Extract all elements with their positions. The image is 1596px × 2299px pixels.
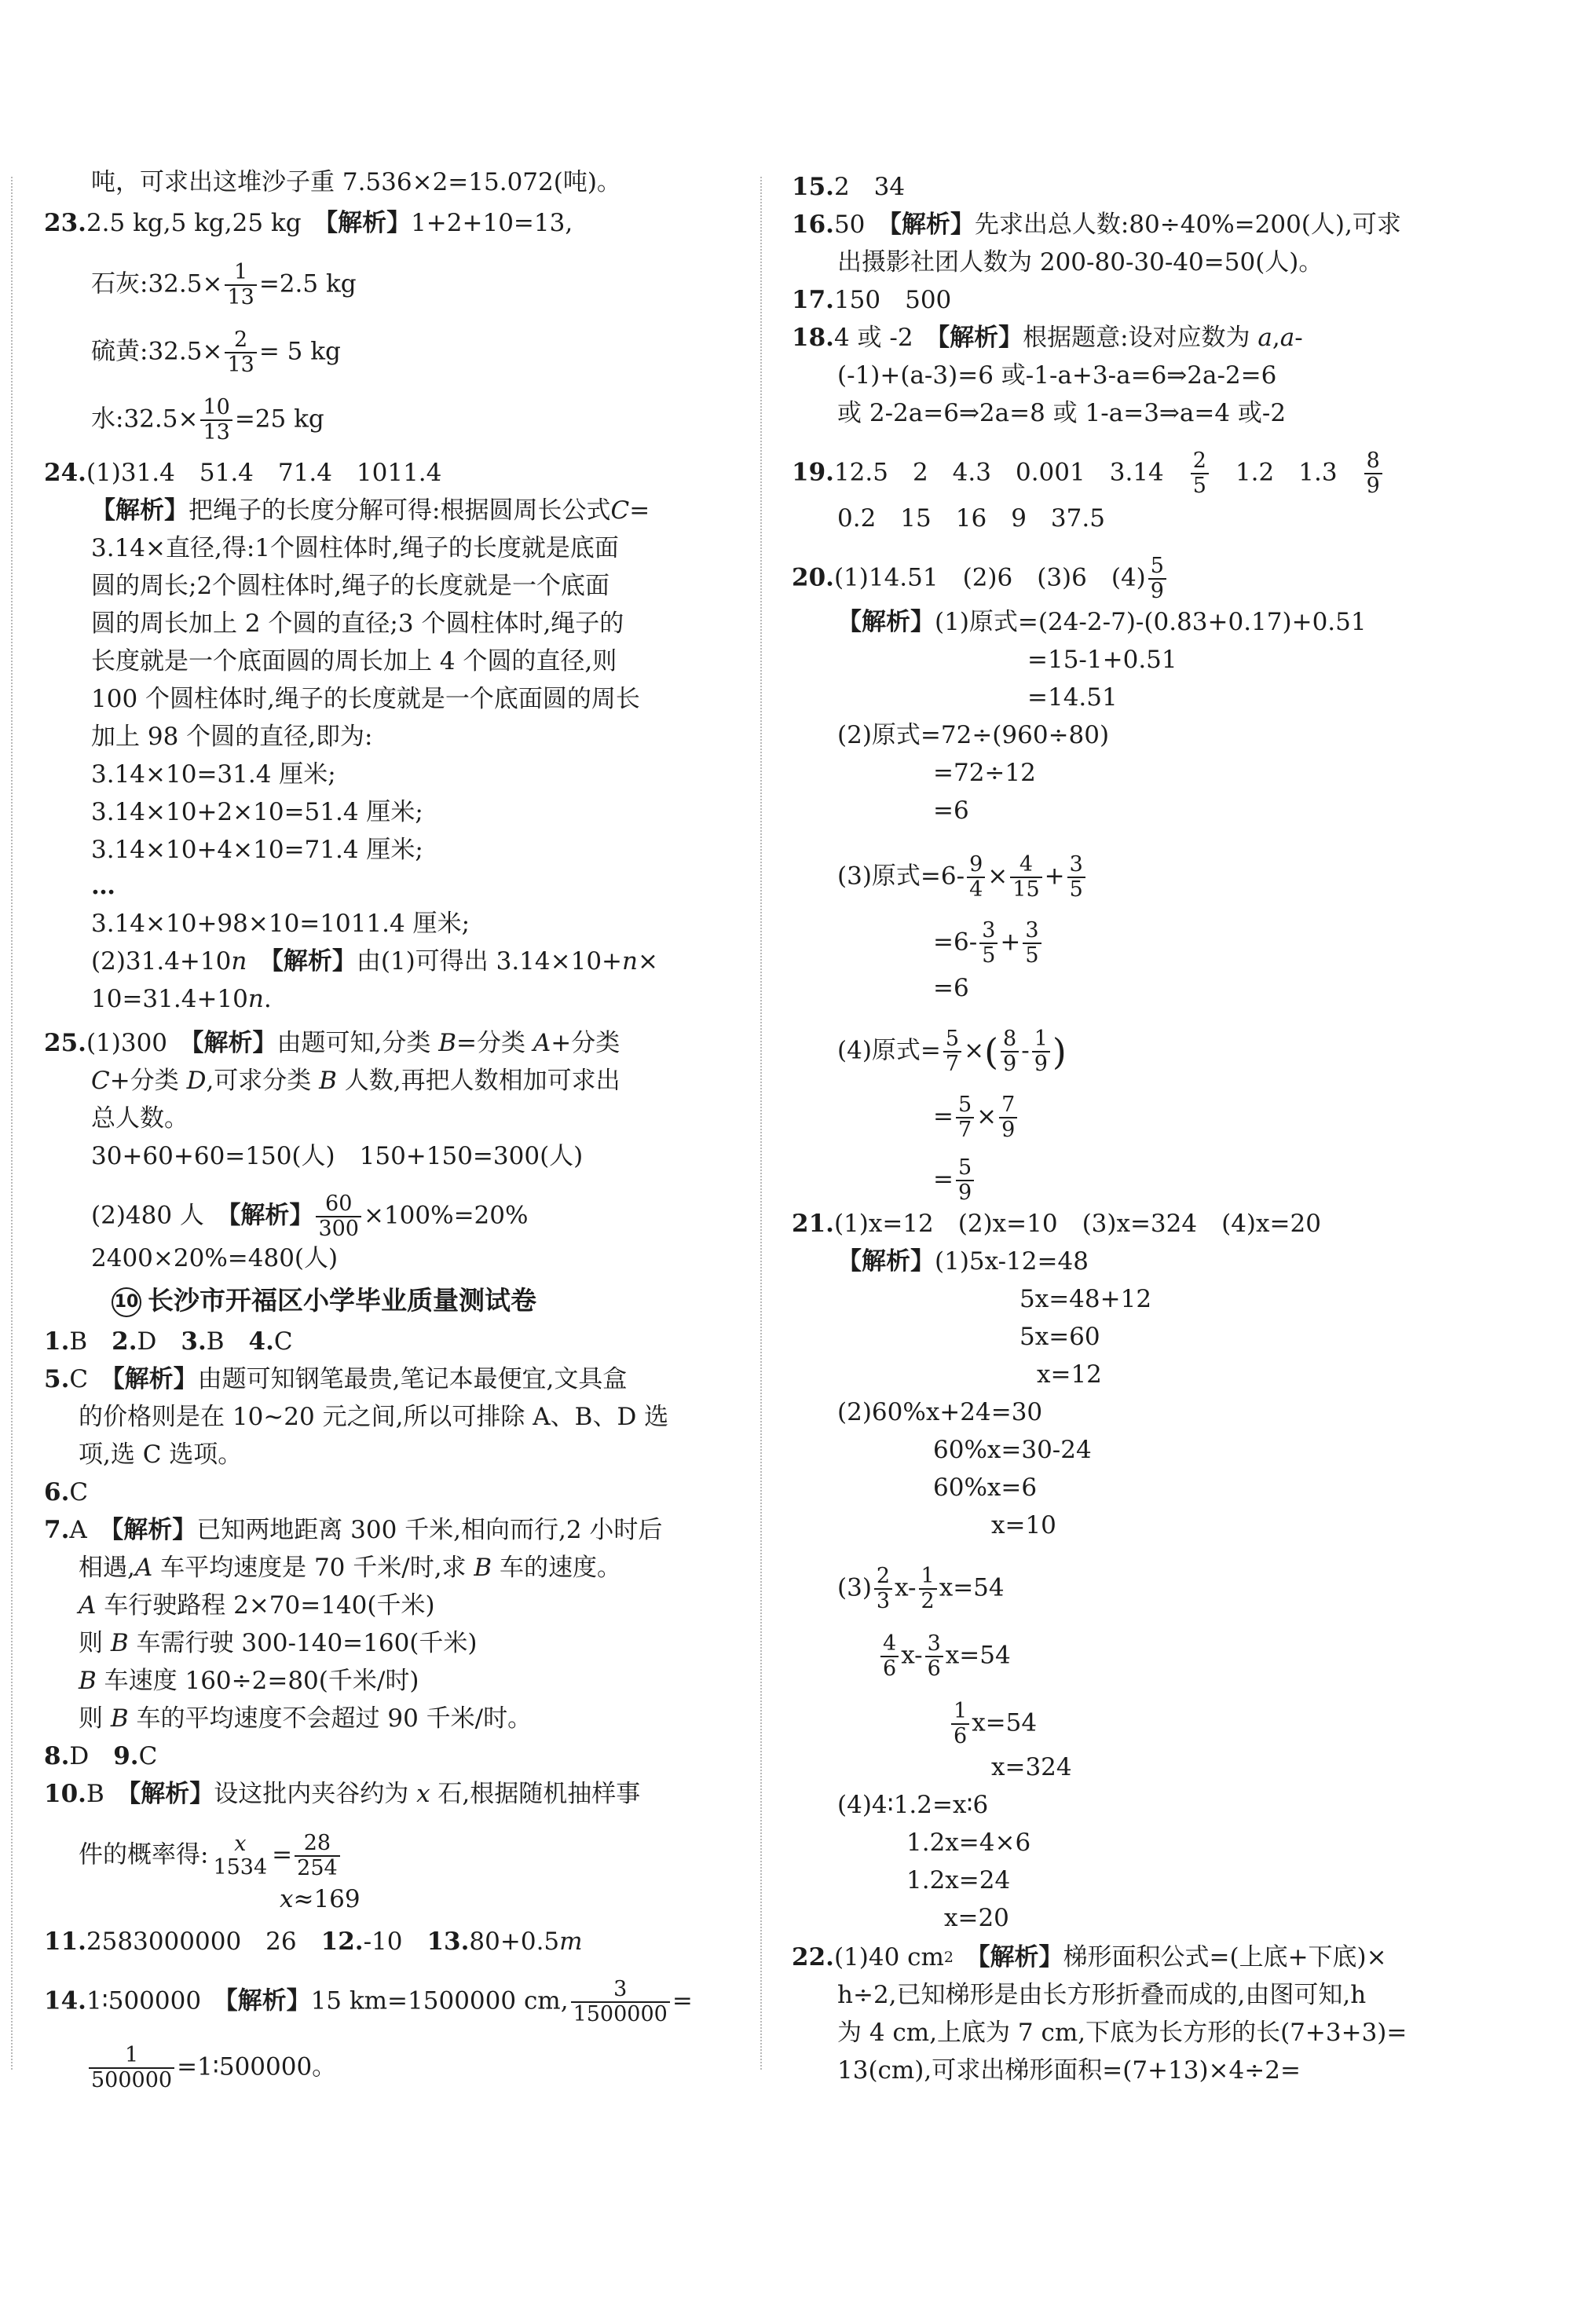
text-line: 3.14×直径,得:1个圆柱体时,绳子的长度就是底面 xyxy=(91,534,619,562)
text-line: 1.2x=24 xyxy=(906,1866,1011,1894)
text-line: 5x=60 xyxy=(1019,1323,1100,1351)
text-line: h÷2,已知梯形是由长方形折叠而成的,由图可知,h xyxy=(837,1981,1367,2009)
fraction: $\frac{1}{9}$ xyxy=(1032,1027,1050,1076)
text-line: 加上 98 个圆的直径,即为: xyxy=(91,723,373,751)
text-line: 的价格则是在 10~20 元之间,所以可排除 A、B、D 选 xyxy=(79,1403,669,1431)
text-line: 5x=48+12 xyxy=(1019,1285,1152,1313)
question-10: 10.B 【解析】设这批内夹谷约为 x 石,根据随机抽样事 xyxy=(44,1780,641,1808)
question-19: 19.12.5 2 4.3 0.001 3.14 $\frac{2}{5}$ 1.2 1.3 $\frac{8}{9}$ xyxy=(792,449,1385,498)
text-line: A 车行驶路程 2×70=140(千米) xyxy=(79,1591,435,1620)
text-line: 2400×20%=480(人) xyxy=(91,1244,339,1272)
question-7: 7.A 【解析】已知两地距离 300 千米,相向而行,2 小时后 xyxy=(44,1516,663,1544)
question-18: 18.4 或 -2 【解析】根据题意:设对应数为 a,a- xyxy=(792,324,1303,352)
text-line: 吨，可求出这堆沙子重 7.536×2=15.072(吨)。 xyxy=(91,168,621,196)
text-line: 长度就是一个底面圆的周长加上 4 个圆的直径,则 xyxy=(91,647,617,675)
text-line: =6 xyxy=(933,796,969,825)
text-line: (2)480 人 【解析】 $\frac{60}{300}$ ×100%=20% xyxy=(91,1192,529,1241)
text-line: 3.14×10=31.4 厘米; xyxy=(91,760,336,789)
fraction: $\frac{3}{5}$ xyxy=(1023,919,1041,968)
question-24: 24.(1)31.4 51.4 71.4 1011.4 xyxy=(44,459,442,487)
fraction: $\frac{3}{5}$ xyxy=(1067,853,1085,902)
text-line: (2)31.4+10n 【解析】由(1)可得出 3.14×10+n× xyxy=(91,947,658,976)
fraction: $\frac{60}{300}$ xyxy=(316,1192,361,1241)
text-line: 【解析】(1)5x-12=48 xyxy=(837,1247,1089,1276)
fraction: $\frac{10}{13}$ xyxy=(200,396,232,445)
text-line: 石灰:32.5× $\frac{1}{13}$ =2.5 kg xyxy=(91,260,357,309)
text-line: =6 xyxy=(933,974,969,1002)
section-number-badge: 10 xyxy=(112,1287,141,1317)
question-20: 20.(1)14.51 (2)6 (3)6 (4) $\frac{5}{9}$ xyxy=(792,555,1169,603)
question-16: 16.50 【解析】先求出总人数:80÷40%=200(人),可求 xyxy=(792,210,1401,239)
question-14: 14.1∶500000 【解析】15 km=1500000 cm, $\frac{3}{1500000}$ = xyxy=(44,1977,693,2026)
fraction: $\frac{5}{7}$ xyxy=(956,1093,974,1142)
fraction: $\frac{2}{3}$ xyxy=(874,1565,892,1613)
text-line: 圆的周长加上 2 个圆的直径;3 个圆柱体时,绳子的 xyxy=(91,610,624,638)
text-line: x=10 xyxy=(991,1511,1056,1539)
question-17: 17.150 500 xyxy=(792,286,952,314)
text-line: =15-1+0.51 xyxy=(1027,646,1177,674)
text-line: (2)60%x+24=30 xyxy=(837,1398,1043,1426)
text-line: x≈169 xyxy=(280,1885,361,1913)
text-line: (3)原式=6- $\frac{9}{4}$ × $\frac{4}{15}$ + $\frac{3}{5}$ xyxy=(837,853,1088,902)
text-line: 项,选 C 选项。 xyxy=(79,1441,243,1469)
text-line: 件的概率得: x 1534 = $\frac{28}{254}$ xyxy=(79,1832,342,1880)
column-divider xyxy=(760,177,762,2070)
text-line: 相遇,A 车平均速度是 70 千米/时,求 B 车的速度。 xyxy=(79,1554,622,1582)
paren-close: ) xyxy=(1052,1031,1067,1073)
text-line: 硫黄:32.5× $\frac{2}{13}$ = 5 kg xyxy=(91,328,341,377)
fraction: $\frac{8}{9}$ xyxy=(1001,1027,1019,1076)
text-line: = $\frac{5}{9}$ xyxy=(933,1156,976,1205)
text-line: (4)4∶1.2=x∶6 xyxy=(837,1791,989,1819)
question-15: 15.2 34 xyxy=(792,173,906,201)
left-margin-dotted-line xyxy=(11,177,13,2070)
text-line: $\frac{4}{6}$ x- $\frac{3}{6}$ x=54 xyxy=(878,1632,1011,1681)
text-line: 100 个圆柱体时,绳子的长度就是一个底面圆的周长 xyxy=(91,685,640,713)
question-25: 25.(1)300 【解析】由题可知,分类 B=分类 A+分类 xyxy=(44,1029,620,1057)
fraction: $\frac{3}{1500000}$ xyxy=(571,1978,670,2026)
text-line: 3.14×10+98×10=1011.4 厘米; xyxy=(91,910,470,938)
text-line: =14.51 xyxy=(1027,683,1118,712)
questions-1-4: 1.B 2.D 3.B 4.C xyxy=(44,1327,293,1356)
question-21: 21.(1)x=12 (2)x=10 (3)x=324 (4)x=20 xyxy=(792,1210,1321,1238)
text-line: 则 B 车需行驶 300-140=160(千米) xyxy=(79,1629,478,1657)
text-line: = $\frac{5}{7}$ × $\frac{7}{9}$ xyxy=(933,1093,1019,1142)
text-line: 0.2 15 16 9 37.5 xyxy=(837,504,1105,533)
text-line: 总人数。 xyxy=(91,1104,189,1133)
question-23: 23.2.5 kg,5 kg,25 kg 【解析】1+2+10=13, xyxy=(44,209,573,237)
fraction: $\frac{7}{9}$ xyxy=(999,1093,1017,1142)
fraction: $\frac{2}{13}$ xyxy=(225,328,256,377)
fraction: $\frac{28}{254}$ xyxy=(295,1832,340,1880)
fraction: $\frac{9}{4}$ xyxy=(967,853,985,902)
fraction: $\frac{3}{6}$ xyxy=(925,1632,943,1681)
text-line: $\frac{1}{500000}$ =1∶500000。 xyxy=(86,2044,336,2092)
fraction: x 1534 xyxy=(213,1832,268,1880)
question-22: 22.(1)40 $cm^2$ 【解析】梯形面积公式=(上底+下底)× xyxy=(792,1943,1387,1971)
fraction: $\frac{8}{9}$ xyxy=(1364,449,1382,498)
text-line: 13(cm),可求出梯形面积=(7+13)×4÷2= xyxy=(837,2056,1301,2085)
fraction: $\frac{1}{13}$ xyxy=(225,261,256,309)
text-line: 或 2-2a=6⇒2a=8 或 1-a=3⇒a=4 或-2 xyxy=(837,399,1287,427)
text-line: 1.2x=4×6 xyxy=(906,1829,1031,1857)
fraction: $\frac{2}{5}$ xyxy=(1191,449,1209,498)
text-line: C+分类 D,可求分类 B 人数,再把人数相加可求出 xyxy=(91,1067,620,1095)
text-line: (2)原式=72÷(960÷80) xyxy=(837,721,1110,749)
text-line: 【解析】(1)原式=(24-2-7)-(0.83+0.17)+0.51 xyxy=(837,608,1367,636)
questions-11-13: 11.2583000000 26 12.-10 13.80+0.5m xyxy=(44,1927,583,1956)
question-6: 6.C xyxy=(44,1478,89,1506)
text-line: x=324 xyxy=(991,1753,1072,1781)
text-line: … xyxy=(91,872,115,900)
section-title: 10 长沙市开福区小学毕业质量测试卷 xyxy=(112,1285,536,1317)
text-line: =72÷12 xyxy=(933,759,1036,787)
text-line: 10=31.4+10n. xyxy=(91,985,272,1013)
text-line: x=20 xyxy=(944,1904,1009,1932)
text-line: $\frac{1}{6}$ x=54 xyxy=(949,1700,1037,1748)
text-line: =6- $\frac{3}{5}$ + $\frac{3}{5}$ xyxy=(933,919,1044,968)
text-line: 出摄影社团人数为 200-80-30-40=50(人)。 xyxy=(837,248,1323,276)
fraction: $\frac{1}{2}$ xyxy=(919,1565,937,1613)
fraction: $\frac{4}{15}$ xyxy=(1010,853,1041,902)
text-line: x=12 xyxy=(1037,1360,1102,1389)
text-line: 水:32.5× $\frac{10}{13}$ =25 kg xyxy=(91,395,324,445)
text-line: 3.14×10+4×10=71.4 厘米; xyxy=(91,836,423,864)
fraction: $\frac{1}{500000}$ xyxy=(89,2044,174,2092)
text-line: 3.14×10+2×10=51.4 厘米; xyxy=(91,798,423,826)
fraction: $\frac{4}{6}$ xyxy=(880,1632,899,1681)
text-line: 30+60+60=150(人) 150+150=300(人) xyxy=(91,1142,584,1170)
text-line: 【解析】把绳子的长度分解可得:根据圆周长公式C= xyxy=(91,496,650,525)
text-line: B 车速度 160÷2=80(千米/时) xyxy=(79,1667,419,1695)
fraction: $\frac{5}{7}$ xyxy=(943,1027,961,1076)
fraction: $\frac{3}{5}$ xyxy=(979,919,998,968)
text-line: (-1)+(a-3)=6 或-1-a+3-a=6⇒2a-2=6 xyxy=(837,361,1277,390)
fraction: $\frac{5}{9}$ xyxy=(1148,555,1166,603)
questions-8-9: 8.D 9.C xyxy=(44,1742,158,1770)
text-line: 圆的周长;2个圆柱体时,绳子的长度就是一个底面 xyxy=(91,572,610,600)
text-line: (3) $\frac{2}{3}$ x- $\frac{1}{2}$ x=54 xyxy=(837,1564,1005,1613)
text-line: 为 4 cm,上底为 7 cm,下底为长方形的长(7+3+3)= xyxy=(837,2019,1407,2047)
fraction: $\frac{5}{9}$ xyxy=(956,1156,974,1205)
text-line: 则 B 车的平均速度不会超过 90 千米/时。 xyxy=(79,1704,533,1733)
text-line: 60%x=30-24 xyxy=(933,1436,1092,1464)
text-line: (4)原式= $\frac{5}{7}$ ×( $\frac{8}{9}$ - $\frac{1}{9}$ ) xyxy=(837,1027,1067,1076)
text-line: 60%x=6 xyxy=(933,1473,1038,1502)
question-5: 5.C 【解析】由题可知钢笔最贵,笔记本最便宜,文具盒 xyxy=(44,1365,628,1393)
paren-open: ( xyxy=(984,1031,999,1073)
fraction: $\frac{1}{6}$ xyxy=(951,1700,969,1748)
